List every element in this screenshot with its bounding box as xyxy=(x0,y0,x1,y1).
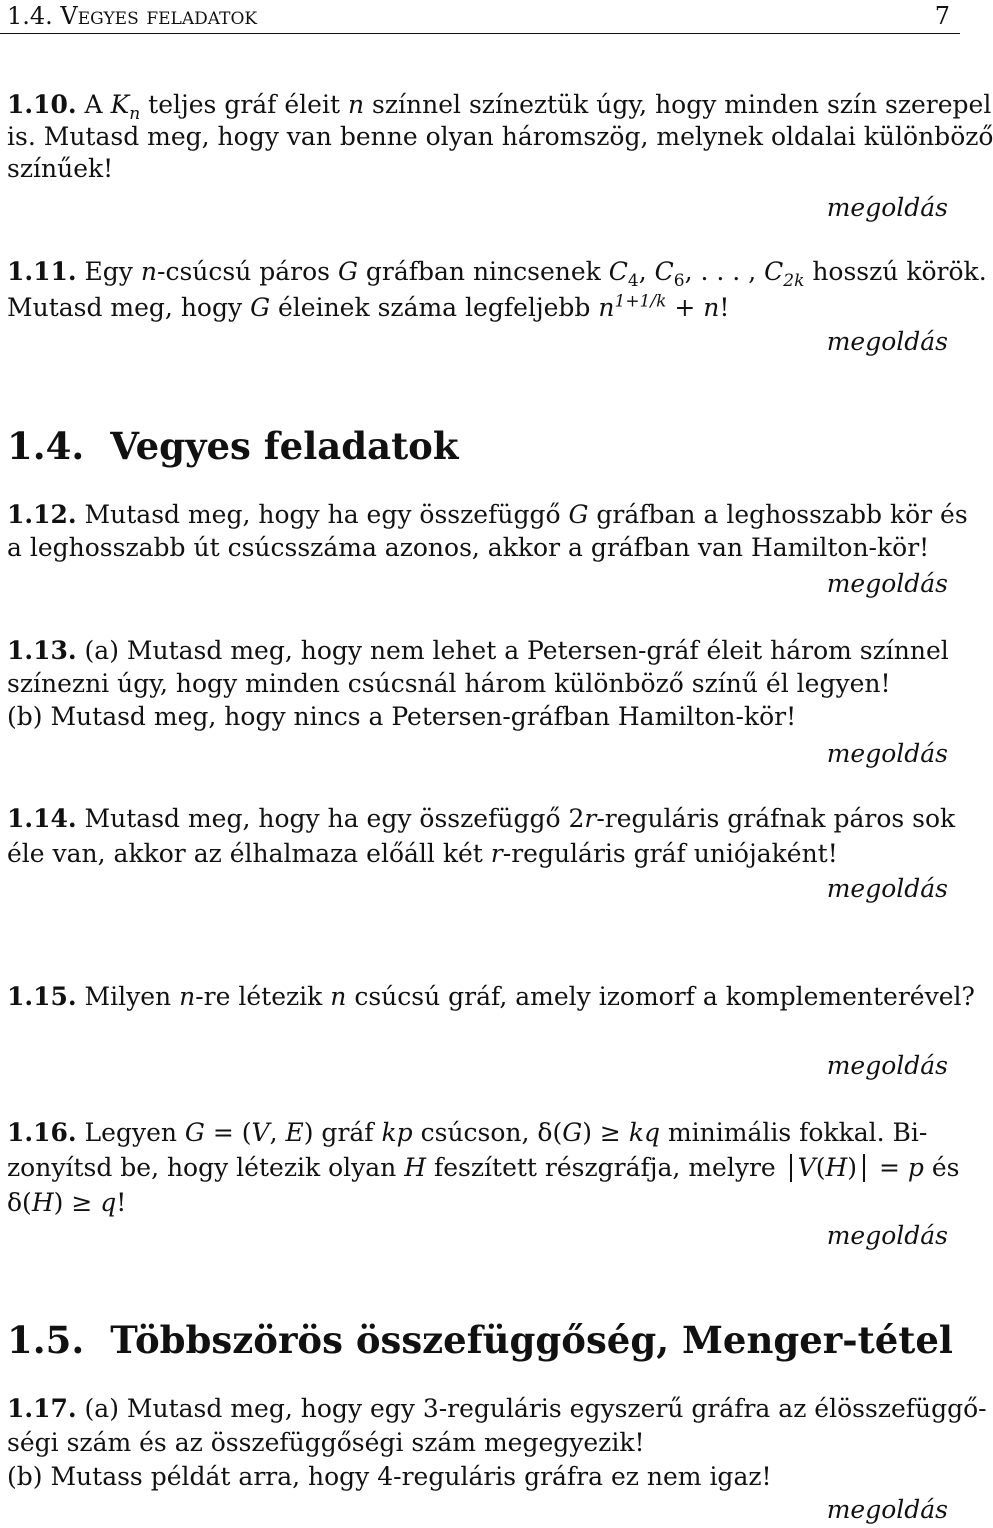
header-section: 1.4. Vegyes feladatok xyxy=(7,2,258,30)
text: = ( xyxy=(212,1118,252,1147)
problem-number: 1.15. xyxy=(7,982,77,1011)
math: n xyxy=(703,293,720,322)
math: n xyxy=(598,293,615,322)
problem-number: 1.13. xyxy=(7,636,77,665)
problem-number: 1.10. xyxy=(7,90,77,119)
text: , xyxy=(269,1118,278,1147)
math: C xyxy=(764,257,784,286)
math-sup: 1+1/k xyxy=(614,291,667,312)
problem-line: a leghosszabb út csúcsszáma azonos, akkor a gráfban van Hamilton-kör! xyxy=(7,533,930,562)
problem-line xyxy=(7,1117,927,1149)
text: -reguláris gráfnak páros sok xyxy=(596,804,956,833)
solution-link[interactable]: megoldás xyxy=(826,739,948,768)
problem-line xyxy=(7,1152,960,1184)
text: ! xyxy=(719,293,730,322)
problem-number: 1.14. xyxy=(7,804,77,833)
text: (a) Mutasd meg, hogy nem lehet a Petersen-gráf éleit három színnel xyxy=(84,636,949,665)
text: Mutasd meg, hogy ha egy összefüggő 2 xyxy=(84,804,585,833)
math: n xyxy=(179,982,196,1011)
text: hosszú körök. xyxy=(812,257,987,286)
section-heading xyxy=(7,1316,953,1364)
page-number: 7 xyxy=(934,2,950,30)
text: Milyen xyxy=(84,982,172,1011)
math: n xyxy=(347,90,365,119)
problem-line xyxy=(7,981,975,1013)
text: ) gráf xyxy=(303,1118,374,1147)
text: -csúcsú páros xyxy=(157,257,330,286)
solution-link[interactable]: megoldás xyxy=(826,327,948,356)
text: gráfban a leghosszabb kör és xyxy=(596,500,968,529)
running-header xyxy=(7,0,952,32)
problem-line: ségi szám és az összefüggőségi szám megegyezik! xyxy=(7,1428,645,1457)
text: ! xyxy=(116,1188,127,1217)
math: q xyxy=(100,1188,117,1217)
math-sub: 6 xyxy=(673,271,685,291)
text: minimális fokkal. Bi- xyxy=(667,1118,928,1147)
text: és xyxy=(931,1153,960,1182)
problem-line xyxy=(7,292,729,324)
math: E xyxy=(285,1118,304,1147)
problem-line xyxy=(7,1393,987,1425)
problem-line xyxy=(7,499,968,531)
math: G xyxy=(562,1118,583,1147)
math: G xyxy=(184,1118,205,1147)
solution-link[interactable]: megoldás xyxy=(826,1051,948,1080)
text: zonyítsd be, hogy létezik olyan xyxy=(7,1153,397,1182)
problem-line: (b) Mutasd meg, hogy nincs a Petersen-gráfban Hamilton-kör! xyxy=(7,702,797,731)
section-title: Vegyes feladatok xyxy=(110,424,459,468)
abs-bar-right xyxy=(863,1154,865,1182)
math: kp xyxy=(381,1118,413,1147)
text: feszített részgráfja, melyre xyxy=(433,1153,776,1182)
problem-line: (b) Mutass példát arra, hogy 4-reguláris gráfra ez nem igaz! xyxy=(7,1462,772,1491)
problem-line xyxy=(7,89,992,124)
math: kq xyxy=(628,1118,660,1147)
problem-number: 1.17. xyxy=(7,1394,77,1423)
math: H xyxy=(31,1188,54,1217)
section-number: 1.5. xyxy=(7,1318,85,1362)
text: -re létezik xyxy=(195,982,323,1011)
abs-bar-left xyxy=(790,1154,792,1182)
text: (a) Mutasd meg, hogy egy 3-reguláris egyszerű gráfra az élösszefüggő- xyxy=(84,1394,987,1423)
text: ) xyxy=(847,1153,858,1182)
problem-number: 1.16. xyxy=(7,1118,77,1147)
math: V xyxy=(797,1153,816,1182)
solution-link[interactable]: megoldás xyxy=(826,193,948,222)
solution-link[interactable]: megoldás xyxy=(826,1221,948,1250)
problem-line xyxy=(7,803,955,835)
solution-link[interactable]: megoldás xyxy=(826,1495,948,1524)
text: teljes gráf éleit xyxy=(148,90,341,119)
text: Mutasd meg, hogy xyxy=(7,293,243,322)
math: V xyxy=(251,1118,270,1147)
text: , xyxy=(638,257,647,286)
text: Legyen xyxy=(84,1118,177,1147)
problem-line xyxy=(7,635,949,667)
problem-line xyxy=(7,838,838,870)
math: G xyxy=(337,257,358,286)
math: n xyxy=(140,257,157,286)
text: ( xyxy=(815,1153,826,1182)
section-heading xyxy=(7,422,458,470)
solution-link[interactable]: megoldás xyxy=(826,569,948,598)
problem-number: 1.12. xyxy=(7,500,77,529)
math: H xyxy=(825,1153,848,1182)
math: n xyxy=(330,982,347,1011)
text: ) ≥ xyxy=(53,1188,93,1217)
math: K xyxy=(110,90,130,119)
solution-link[interactable]: megoldás xyxy=(826,874,948,903)
problem-line: színűek! xyxy=(7,154,114,183)
math-sub: 2k xyxy=(783,271,805,291)
math: H xyxy=(404,1153,427,1182)
math: C xyxy=(654,257,674,286)
math-sub: 4 xyxy=(627,271,639,291)
text: , . . . , xyxy=(684,257,757,286)
problem-line: is. Mutasd meg, hogy van benne olyan háromszög, melynek oldalai különböző xyxy=(7,122,993,151)
text: csúcson, δ( xyxy=(420,1118,563,1147)
math-sub: n xyxy=(129,104,141,124)
text: Mutasd meg, hogy ha egy összefüggő xyxy=(84,500,561,529)
math: G xyxy=(568,500,589,529)
problem-line xyxy=(7,1187,126,1219)
text: A xyxy=(84,90,103,119)
problem-line xyxy=(7,256,987,291)
math: G xyxy=(250,293,271,322)
problem-number: 1.11. xyxy=(7,257,77,286)
math: C xyxy=(608,257,628,286)
text: Egy xyxy=(84,257,133,286)
header-rule xyxy=(0,33,960,34)
text: = xyxy=(879,1153,900,1182)
problem-line: színezni úgy, hogy minden csúcsnál három különböző színű él legyen! xyxy=(7,669,891,698)
text: színnel színeztük úgy, hogy minden szín szerepel xyxy=(372,90,992,119)
text: -reguláris gráf uniójaként! xyxy=(502,839,838,868)
text: éleinek száma legfeljebb xyxy=(278,293,591,322)
text: éle van, akkor az élhalmaza előáll két xyxy=(7,839,483,868)
math: p xyxy=(907,1153,924,1182)
section-title: Többszörös összefüggőség, Menger-tétel xyxy=(110,1318,953,1362)
math: r xyxy=(490,839,503,868)
section-number: 1.4. xyxy=(7,424,85,468)
text: gráfban nincsenek xyxy=(365,257,601,286)
text: ) ≥ xyxy=(582,1118,621,1147)
math: r xyxy=(584,804,597,833)
text: + xyxy=(674,293,696,322)
text: δ( xyxy=(7,1188,32,1217)
text: csúcsú gráf, amely izomorf a komplementerével? xyxy=(354,982,975,1011)
